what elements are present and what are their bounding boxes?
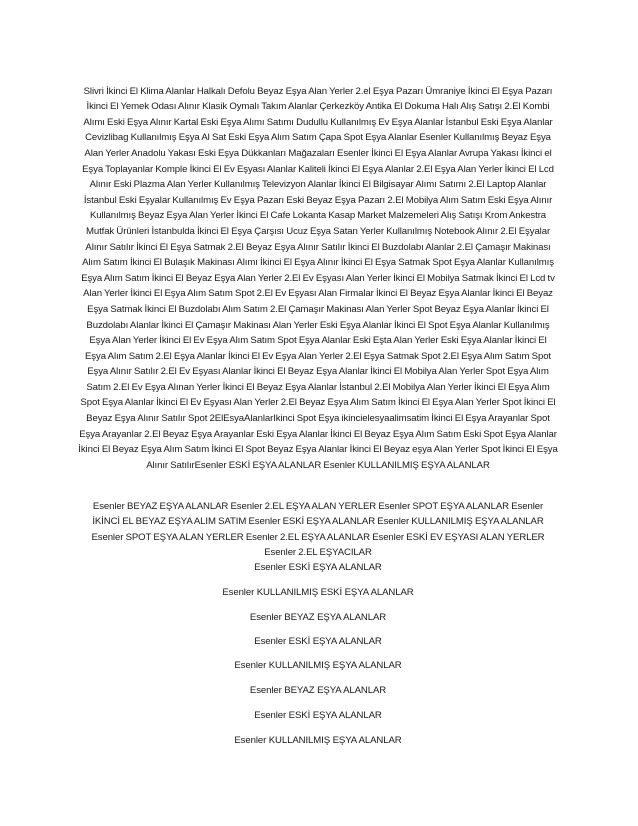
heading-line: Esenler KULLANILMIŞ ESKİ EŞYA ALANLAR — [222, 587, 414, 598]
heading-line: Esenler ESKİ EŞYA ALANLAR — [254, 710, 382, 721]
heading-line: Esenler ESKİ EŞYA ALANLAR — [254, 636, 382, 647]
heading-line: Esenler ESKİ EŞYA ALANLAR — [254, 562, 382, 573]
heading-line: Esenler KULLANILMIŞ EŞYA ALANLAR — [234, 735, 402, 746]
body-paragraph: Slivri İkinci El Klima Alanlar Halkalı Defolu Beyaz Eşya Alan Yerler 2.el Eşya Pazarı Ümraniye İkinci El Eşya Pazarı İkinci El Yemek Odası Alınır Klasik Oymalı Takım Alanlar Çerkezköy Antika El Dokuma Halı Alış Satışı 2.El Kombi Alımı Eski Eşya Alınır Kartal Eski Eşya Alımı Satımı Dudullu Kullanılmış Ev Eşya Alanlar İstanbul Eski Eşya Alanlar Cevizlibag Kullanılmış Eşya Al Sat Eski Eşya Alım Satım Çapa Spot Eşya Alanlar Esenler Kullanılmış Beyaz Eşya Alan Yerler Anadolu Yakası Eski Eşya Dükkanları Mağazaları Esenler İkinci El Eşya Alanlar Avrupa Yakası İkinci el Eşya Toplayanlar Komple İkinci El Ev Eşyası Alanlar Kaliteli İkinci El Eşya Alanlar 2.El Eşya Alan Yerler İkinci El Lcd Alınır Eski Plazma Alan Yerler Kullanılmış Televizyon Alanlar İkinci El Bilgisayar Alımı Satımı 2.El Laptop Alanlar İstanbul Eski Eşyalar Kullanılmış Ev Eşya Pazarı Eski Beyaz Eşya Pazarı 2.El Mobilya Alım Satım Eski Eşya Alınır Kullanılmış Beyaz Eşya Alan Yerler İkinci El Cafe Lokanta Kasap Market Malzemeleri Alış Satışı Krom Ankestra Mutfak Ürünleri İstanbulda İkinci El Eşya Çarşısı Ucuz Eşya Satan Yerler Kullanılmış Notebook Alınır 2.El Eşyalar Alınır Satılır İkinci El Eşya Satmak 2.El Beyaz Eşya Alınır Satılır İkinci El Buzdolabı Alanlar 2.El Çamaşır Makinası Alım Satım İkinci El Bulaşık Makinası Alımı İkinci El Eşya Alınır İkinci El Eşya Satmak Spot Eşya Alanlar Kullanılmış Eşya Alım Satım İkinci El Beyaz Eşya Alan Yerler 2.El Ev Eşyası Alan Yerler İkinci El Mobilya Satmak İkinci El Lcd tv Alan Yerler İkinci El Eşya Alım Satım Spot 2.El Ev Eşyası Alan Firmalar İkinci El Beyaz Eşya Alanlar İkinci El Beyaz Eşya Satmak İkinci El Buzdolabı Alım Satım 2.El Çamaşır Makinası Alan Yerler Spot Beyaz Eşya Alanlar İkinci El Buzdolabı Alanlar İkinci El Çamaşır Makinası Alan Yerler Eski Eşya Alanlar İkinci El Spot Eşya Alanlar Kullanılmış Eşya Alan Yerler İkinci El Ev Eşya Alım Satım Spot Eşya Alanlar Eski Eşta Alan Yerler Eski Eşya Alanlar İkinci El Eşya Alım Satım 2.El Eşya Alanlar İkinci El Ev Eşya Alan Yerler 2.El Eşya Satmak Spot 2.El Eşya Alım Satım Spot Eşya Alınır Satılır 2.El Ev Eşyası Alanlar İkinci El Beyaz Eşya Alanlar İkinci El Mobilya Alan Yerler Spot Eşya Alım Satım 2.El Ev Eşya Alınan Yerler İkinci El Beyaz Eşya Alanlar İstanbul 2.El Mobilya Alan Yerler İkinci El Eşya Alım Spot Eşya Alanlar İkinci El Ev Eşyası Alan Yerler 2.El Beyaz Eşya Alım Satım İkinci El Eşya Alan Yerler Spot İkinci El Beyaz Eşya Alınır Satılır Spot 2ElEsyaAlanlarIkinci Spot Eşya ikincielesyaalimsatim İkinci El Eşya Arayanlar Spot Eşya Arayanlar 2.El Beyaz Eşya Arayanlar Eski Eşya Alanlar İkinci El Beyaz Eşya Alım Satım Eski Spot Eşya Alanlar İkinci El Beyaz Eşya Alım Satım İkinci El Spot Beyaz Eşya Alanlar İkinci El Beyaz eşya Alan Yerler Spot İkinci El Eşya Alınır SatılırEsenler ESKİ EŞYA ALANLAR Esenler KULLANILMIŞ EŞYA ALANLAR — [78, 85, 558, 471]
second-paragraph: Esenler BEYAZ EŞYA ALANLAR Esenler 2.EL EŞYA ALAN YERLER Esenler SPOT EŞYA ALANLAR Esenler İKİNCİ EL BEYAZ EŞYA ALIM SATIM Esenler ESKİ EŞYA ALANLAR Esenler KULLANILMIŞ EŞYA ALANLAR Esenler SPOT EŞYA ALAN YERLER Esenler 2.EL EŞYA ALANLAR Esenler ESKİ EV EŞYASI ALAN YERLER Esenler 2.EL EŞYACILAR — [91, 500, 545, 559]
heading-line: Esenler BEYAZ EŞYA ALANLAR — [249, 612, 387, 623]
heading-line: Esenler KULLANILMIŞ EŞYA ALANLAR — [234, 660, 402, 671]
heading-line: Esenler BEYAZ EŞYA ALANLAR — [249, 685, 387, 696]
